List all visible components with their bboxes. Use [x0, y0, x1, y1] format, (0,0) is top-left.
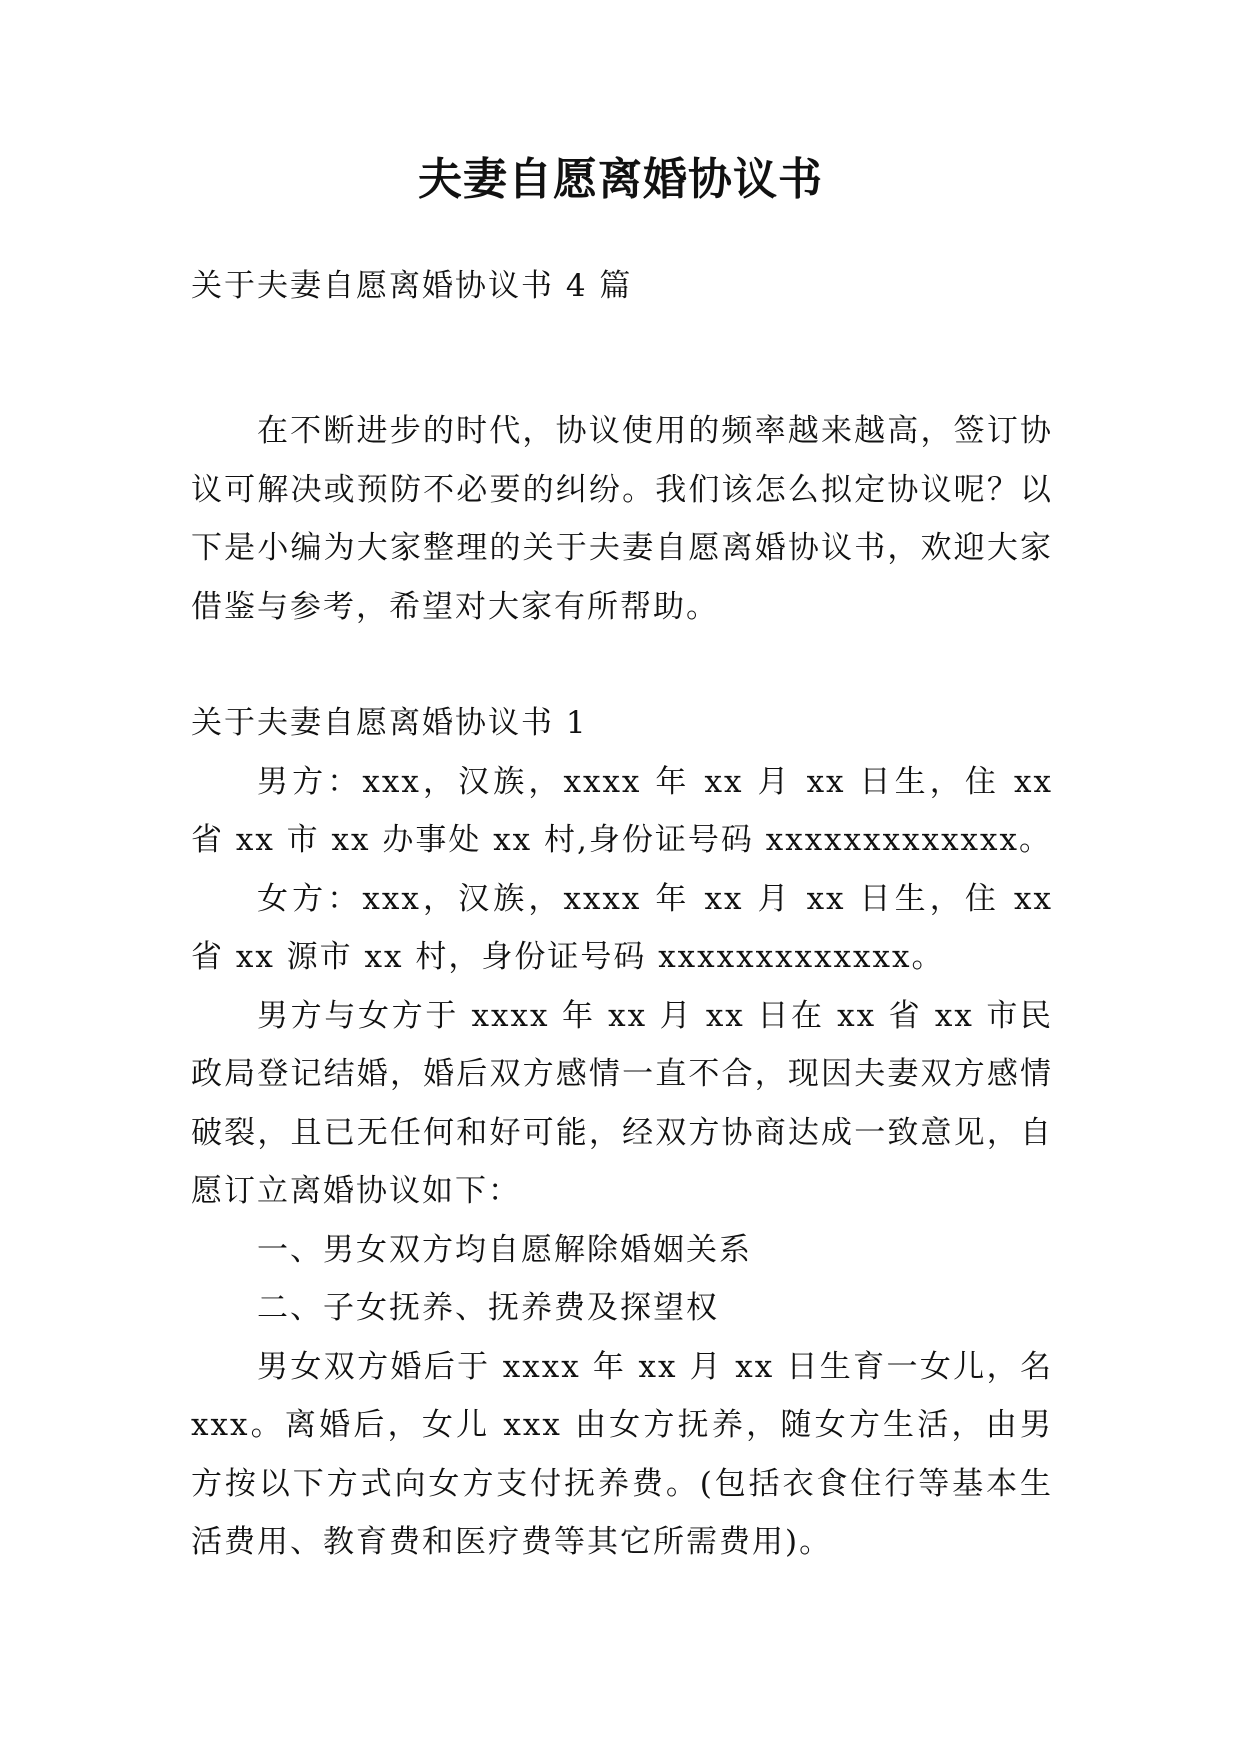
clause-two-heading: 二、子女抚养、抚养费及探望权 [257, 1290, 719, 1326]
paragraph-marriage-statement: 男方与女方于 xxxx 年 xx 月 xx 日在 xx 省 xx 市民政局登记结婚，婚后双方感情一直不合，现因夫妻双方感情破裂，且已无任何和好可能，经双方协商达成一致意见，自愿订立离婚协议如下： [191, 997, 1053, 1209]
subtitle-block [191, 257, 1053, 316]
intro-block [191, 402, 1053, 636]
paragraph-male-party: 男方：xxx，汉族，xxxx 年 xx 月 xx 日生，住 xx 省 xx 市 xx 办事处 xx 村,身份证号码 xxxxxxxxxxxxx。 [191, 763, 1053, 858]
paragraph-child-custody: 男女双方婚后于 xxxx 年 xx 月 xx 日生育一女儿，名 xxx。离婚后，女儿 xxx 由女方抚养，随女方生活，由男方按以下方式向女方支付抚养费。(包括衣食住行等基本生活费用、教育费和医疗费等其它所需费用)。 [191, 1348, 1053, 1560]
clause-one-heading: 一、男女双方均自愿解除婚姻关系 [257, 1231, 752, 1268]
section-1-block [191, 694, 1053, 1572]
section-heading: 关于夫妻自愿离婚协议书 1 [191, 705, 588, 741]
document-subtitle: 关于夫妻自愿离婚协议书 4 篇 [191, 268, 633, 304]
paragraph-female-party: 女方：xxx，汉族，xxxx 年 xx 月 xx 日生，住 xx 省 xx 源市 xx 村，身份证号码 xxxxxxxxxxxxx。 [191, 880, 1053, 975]
document-title: 夫妻自愿离婚协议书 [418, 154, 823, 205]
intro-paragraph: 在不断进步的时代，协议使用的频率越来越高，签订协议可解决或预防不必要的纠纷。我们该怎么拟定协议呢？以下是小编为大家整理的关于夫妻自愿离婚协议书，欢迎大家借鉴与参考，希望对大家有所帮助。 [191, 413, 1053, 625]
